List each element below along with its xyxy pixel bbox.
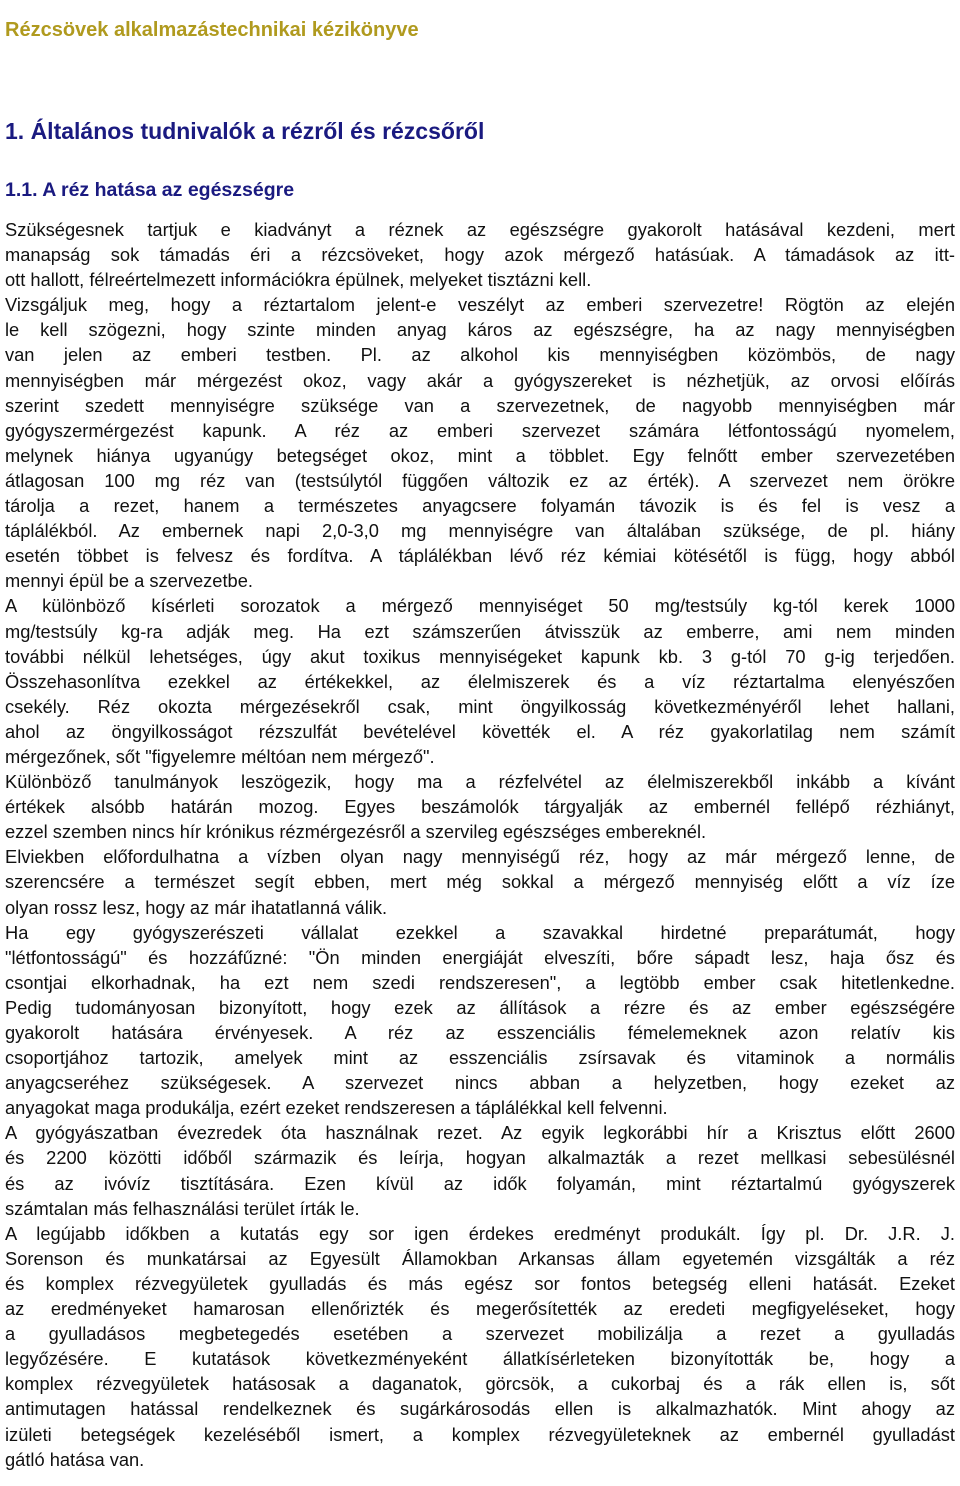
text-line: szerint szedett mennyiségre szüksége van a szervezetnek, de nagyobb mennyiségben már <box>5 394 955 416</box>
text-line: izületi betegségek kezeléséből ismert, a komplex rézvegyületeknek az embernél gyulladást <box>5 1423 955 1445</box>
text-line: Összehasonlítva ezekkel az értékekkel, az élelmiszerek és a víz réztartalma elenyészően <box>5 670 955 692</box>
paragraph <box>5 593 955 769</box>
text-line: mennyiségben már mérgezést okoz, vagy akár a gyógyszereket is nézhetjük, az orvosi előírás <box>5 369 955 391</box>
text-line: tárolja a rezet, hanem a természetes anyagcsere folyamán távozik is és fel is vesz a <box>5 495 955 517</box>
body-text <box>5 217 955 1472</box>
text-line: mérgezőnek, sőt "figyelemre méltóan nem mérgező". <box>5 745 435 767</box>
paragraph <box>5 1120 955 1220</box>
text-line: anyagcseréhez szükségesek. A szervezet nincs abban a helyzetben, hogy ezeket az <box>5 1072 955 1094</box>
text-line: gátló hatása van. <box>5 1448 145 1470</box>
text-line: további nélkül lehetséges, úgy akut toxikus mennyiségeket kapunk kb. 3 g-tól 70 g-ig terjedően. <box>5 645 955 667</box>
text-line: ahol az öngyilkosságot rézszulfát bevételével követték el. A réz gyakorlatilag nem számít <box>5 720 955 742</box>
text-line: antimutagen hatással rendelkeznek és sugárkárosodás ellen is alkalmazhatók. Mint ahogy az <box>5 1398 955 1420</box>
text-line: ezzel szemben nincs hír krónikus rézmérgezésről a szervileg egészséges embereknél. <box>5 821 707 843</box>
text-line: legyőzésére. E kutatások következményeként állatkísérleteken bizonyították be, hogy a <box>5 1348 955 1370</box>
paragraph <box>5 920 955 1121</box>
paragraph <box>5 292 955 593</box>
text-line: Szükségesnek tartjuk e kiadványt a réznek az egészségre gyakorolt hatásával kezdeni, mert <box>5 219 955 240</box>
text-line: Sorenson és munkatársai az Egyesült Államokban Arkansas állam egyetemén vizsgálták a réz <box>5 1247 955 1269</box>
text-line: melynek hiánya ugyanúgy betegséget okoz, mint a többlet. Egy felnőtt ember szervezetében <box>5 444 955 466</box>
text-line: csekély. Réz okozta mérgezésekről csak, mint öngyilkosság következményéről lehet hallani, <box>5 695 955 717</box>
text-line: esetén többet is felvesz és fordítva. A táplálékban lévő réz kémiai kötésétől is függ, hogy abból <box>5 545 955 567</box>
text-line: anyagokat maga produkálja, ezért ezeket rendszeresen a táplálékkal kell felvenni. <box>5 1097 668 1119</box>
text-line: és 2200 közötti időből származik és leírja, hogyan alkalmazták a rezet mellkasi sebesülésnél <box>5 1147 955 1169</box>
text-line: értékek alsóbb határán mozog. Egyes beszámolók tárgyalják az embernél fellépő rézhiányt, <box>5 796 955 818</box>
text-line: és komplex rézvegyületek gyulladás és más egész sor fontos betegség elleni hatását. Ezeket <box>5 1272 955 1294</box>
text-line: a gyulladásos megbetegedés esetében a szervezet mobilizálja a rezet a gyulladás <box>5 1323 955 1345</box>
text-line: komplex rézvegyületek hatásosak a daganatok, görcsök, a cukorbaj és a rák ellen is, sőt <box>5 1373 955 1395</box>
text-line: olyan rossz lesz, hogy az már ihatatlanná válik. <box>5 896 388 918</box>
document-page <box>5 14 955 1472</box>
section-heading: 1. Általános tudnivalók a rézről és rézcsőről <box>5 118 485 144</box>
text-line: gyakorolt hatására érvényesek. A réz az esszenciális fémelemeknek azon relatív kis <box>5 1022 955 1043</box>
text-line: táplálékból. Az embernek napi 2,0-3,0 mg mennyiségre van általában szüksége, de pl. hiány <box>5 520 955 542</box>
text-line: A gyógyászatban évezredek óta használnak rezet. Az egyik legkorábbi hír a Krisztus előtt 2600 <box>5 1122 955 1144</box>
text-line: és az ivóvíz tisztítására. Ezen kívül az idők folyamán, mint réztartalmú gyógyszerek <box>5 1172 955 1194</box>
text-line: A legújabb időkben a kutatás egy sor igen érdekes eredményt produkált. Így pl. Dr. J.R. J. <box>5 1222 955 1244</box>
text-line: manapság sok támadás éri a rézcsöveket, hogy azok mérgező hatásúak. A támadások az itt- <box>5 244 955 266</box>
text-line: csontjai elkorhadnak, ha ezt nem szedi rendszeresen", a legtöbb ember csak hitetlenkedne. <box>5 971 955 993</box>
paragraph <box>5 769 955 844</box>
paragraph <box>5 1221 955 1472</box>
text-line: le kell szögezni, hogy szinte minden anyag káros az egészségre, ha az nagy mennyiségben <box>5 319 955 341</box>
text-line: csoportjához tartozik, amelyek mint az esszenciális zsírsavak és vitaminok a normális <box>5 1047 955 1069</box>
text-line: az eredményeket hamarosan ellenőrizték és megerősítették az eredeti megfigyeléseket, hogy <box>5 1298 955 1320</box>
book-title: Rézcsövek alkalmazástechnikai kézikönyve <box>5 19 419 41</box>
text-line: Pedig tudományosan bizonyított, hogy ezek az állítások a rézre és az ember egészségére <box>5 996 955 1018</box>
text-line: Különböző tanulmányok leszögezik, hogy ma a rézfelvétel az élelmiszerekből inkább a kívánt <box>5 771 955 793</box>
text-line: Ha egy gyógyszerészeti vállalat ezekkel a szavakkal hirdetné preparátumát, hogy <box>5 921 955 943</box>
text-line: Elviekben előfordulhatna a vízben olyan nagy mennyiségű réz, hogy az már mérgező lenne, de <box>5 846 955 868</box>
text-line: ott hallott, félreértelmezett információkra épülnek, melyeket tisztázni kell. <box>5 269 592 291</box>
text-line: gyógyszermérgezést kapunk. A réz az emberi szervezet számára létfontosságú nyomelem, <box>5 419 955 441</box>
text-line: számtalan más felhasználási terület írták le. <box>5 1197 360 1219</box>
text-line: Vizsgáljuk meg, hogy a réztartalom jelent-e veszélyt az emberi szervezetre! Rögtön az elején <box>5 294 955 316</box>
subsection-heading: 1.1. A réz hatása az egészségre <box>5 179 295 201</box>
text-line: van jelen az emberi testben. Pl. az alkohol kis mennyiségben közömbös, de nagy <box>5 344 955 366</box>
text-line: mg/testsúly kg-ra adják meg. Ha ezt számszerűen átvisszük az emberre, ami nem minden <box>5 620 955 642</box>
text-line: átlagosan 100 mg réz van (testsúlytól függően változik ez az érték). A szervezet nem örökre <box>5 469 955 491</box>
text-line: szerencsére a természet segít ebben, mert még sokkal a mérgező mennyiség előtt a víz íze <box>5 871 955 893</box>
text-line: A különböző kísérleti sorozatok a mérgező mennyiséget 50 mg/testsúly kg-tól kerek 1000 <box>5 595 955 617</box>
paragraph <box>5 217 955 292</box>
paragraph <box>5 844 955 919</box>
text-line: mennyi épül be a szervezetbe. <box>5 570 253 592</box>
text-line: "létfontosságú" és hozzáfűzné: "Ön minden energiáját elveszíti, bőre sápadt lesz, haja ősz és <box>5 946 955 968</box>
